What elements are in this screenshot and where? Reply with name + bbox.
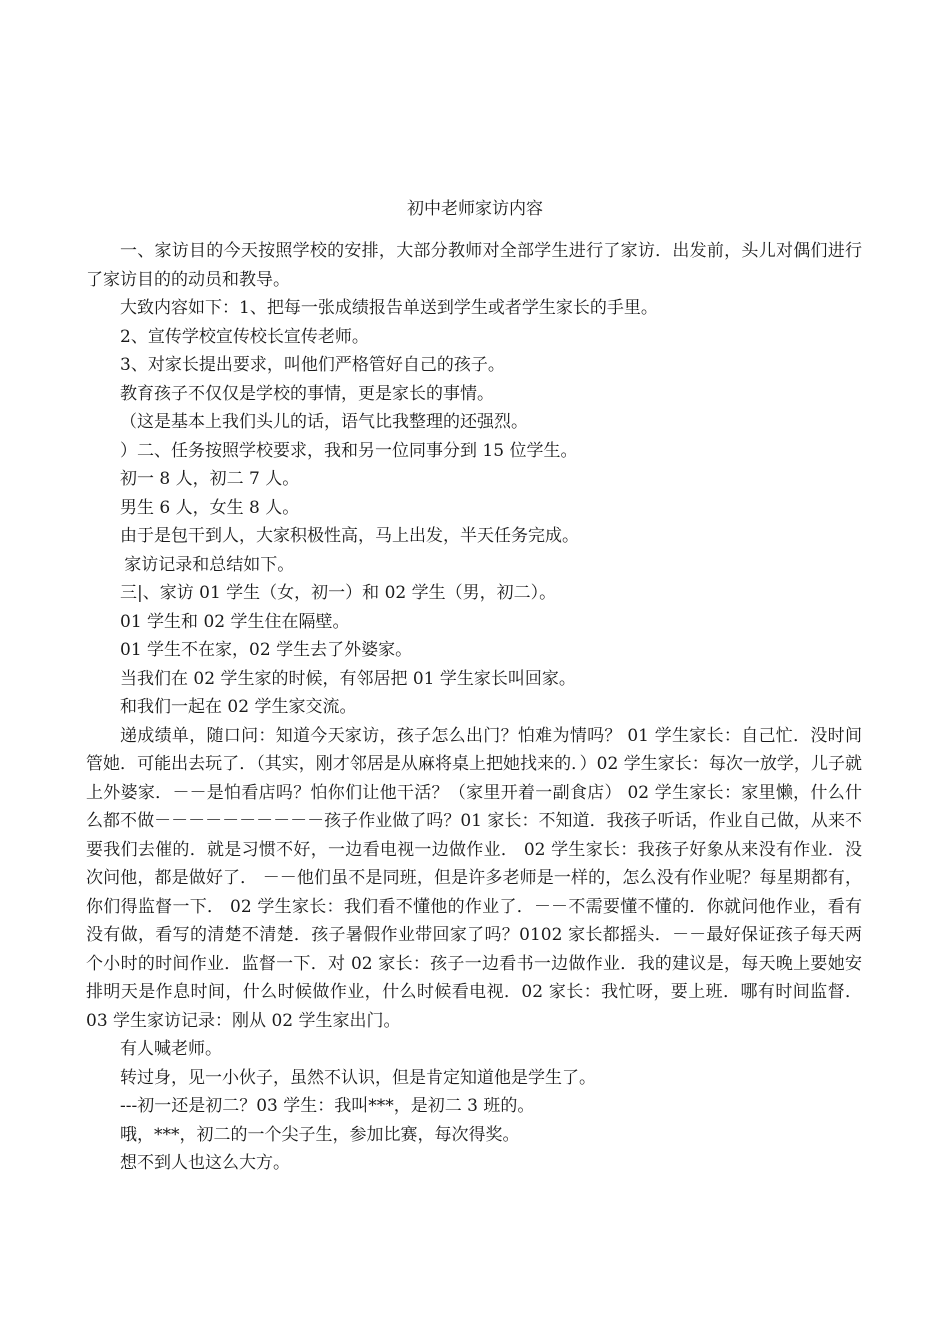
paragraph-called-home: 当我们在 02 学生家的时候，有邻居把 01 学生家长叫回家。 bbox=[120, 668, 576, 689]
paragraph-dialogue: 递成绩单，随口问：知道今天家访，孩子怎么出门？怕难为情吗？ 01 学生家长：自己忙．没时间管她．可能出去玩了．（其实，刚才邻居是从麻将桌上把她找来的．）02 学生家长：每次一放学，儿子就上外婆家．－－是怕看店吗？怕你们让他干活？（家里开着一副食店） 02 学生家长：家里懒，什么什么都不做－－－－－－－－－－孩子作业做了吗？01 家长：不知道．我孩子听话，作业自己做，从来不要我们去催的．就是习惯不好，一边看电视一边做作业． 02 学生家长：我孩子好象从来没有作业．没次问他，都是做好了． －－他们虽不是同班，但是许多老师是一样的，怎么没有作业呢？每星期都有，你们得监督一下． 02 学生家长：我们看不懂他的作业了．－－不需要懂不懂的．你就问他作业，看有没有做，看写的清楚不清楚．孩子暑假作业带回家了吗？0102 家长都摇头．－－最好保证孩子每天两个小时的时间作业．监督一下．对 02 家长：孩子一边看书一边做作业．我的建议是，每天晚上要她安排明天是作息时间，什么时候做作业，什么时候看电视．02 家长：我忙呀，要上班．哪有时间监督．03 学生家访记录：刚从 02 学生家出门。 bbox=[86, 725, 862, 1031]
paragraph-turn-around: 转过身，见一小伙子，虽然不认识，但是肯定知道他是学生了。 bbox=[120, 1067, 596, 1088]
paragraph-visit-heading: 三|、家访 01 学生（女，初一）和 02 学生（男，初二）。 bbox=[120, 583, 557, 603]
paragraph-summary-intro: 家访记录和总结如下。 bbox=[124, 554, 295, 575]
document-body bbox=[86, 237, 862, 1178]
paragraph-purpose: 一、家访目的今天按照学校的安排，大部分教师对全部学生进行了家访．出发前，头儿对偶们进行了家访目的的动员和教导。 bbox=[86, 241, 862, 290]
paragraph-top-student: 哦，***，初二的一个尖子生，参加比赛，每次得奖。 bbox=[120, 1124, 520, 1145]
paragraph-content-2: 2、宣传学校宣传校长宣传老师。 bbox=[120, 326, 369, 347]
paragraph-generous: 想不到人也这么大方。 bbox=[120, 1153, 290, 1173]
paragraph-content-1: 大致内容如下：1、把每一张成绩报告单送到学生或者学生家长的手里。 bbox=[120, 298, 658, 318]
paragraph-education: 教育孩子不仅仅是学校的事情，更是家长的事情。 bbox=[120, 383, 494, 404]
paragraph-note: （这是基本上我们头儿的话，语气比我整理的还强烈。 bbox=[120, 412, 528, 432]
paragraph-progress: 由于是包干到人，大家积极性高，马上出发，半天任务完成。 bbox=[120, 526, 579, 546]
paragraph-someone-calls: 有人喊老师。 bbox=[120, 1039, 222, 1059]
paragraph-student-03: ---初一还是初二？03 学生：我叫***，是初二 3 班的。 bbox=[120, 1096, 535, 1116]
paragraph-gender: 男生 6 人，女生 8 人。 bbox=[120, 497, 300, 518]
paragraph-content-3: 3、对家长提出要求，叫他们严格管好自己的孩子。 bbox=[120, 355, 505, 375]
document-title: 初中老师家访内容 bbox=[407, 199, 543, 219]
paragraph-neighbors: 01 学生和 02 学生住在隔壁。 bbox=[120, 611, 350, 632]
paragraph-grades: 初一 8 人，初二 7 人。 bbox=[120, 469, 300, 489]
paragraph-task: ）二、任务按照学校要求，我和另一位同事分到 15 位学生。 bbox=[120, 440, 578, 461]
paragraph-absent: 01 学生不在家，02 学生去了外婆家。 bbox=[120, 640, 413, 660]
paragraph-communicate: 和我们一起在 02 学生家交流。 bbox=[120, 697, 357, 717]
